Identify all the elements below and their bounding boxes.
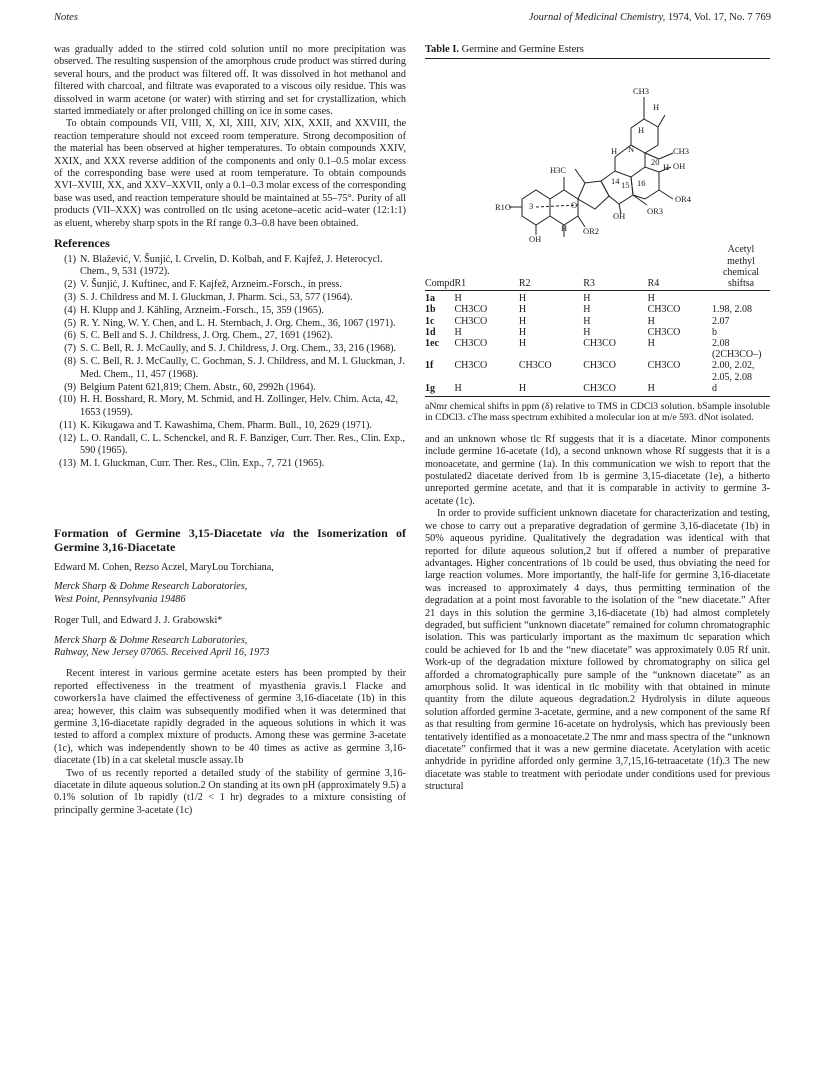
table-row: 1f CH3CO CH3CO CH3CO CH3CO 2.00, 2.02, 2.05, 2.08 <box>425 360 755 383</box>
paragraph: In order to provide sufficient unknown diacetate for characterization and testing, we chose to carry out a preparative degradation of germine 3,16-diacetate (1b) in 50% aqueous pyridine. Qualitatively the degradation was identical with that reported for dilute aqueous solution,2 but if offered a number of preparative advantages. Higher concentrations of 1b could be used, thus obviating the need for large reaction volumes. More importantly, the half-life for germine 3,16-diacetate was increased to approximately 4 days, thus permitting termination of the degradation at a point most favorable to the isolation of the “new diacetate.” After 21 days in this solution the germine 3,16-diacetate (1b) had almost completely degraded, but sufficient “unknown diacetate” remained for column chromatographic isolation. This was particularly important as the maximum tlc separation which could be achieved for 1b and the “new diacetate” was approximately 0.05 Rf unit. Work-up of the degradation mixture followed by chromatography on silica gel afforded a chromatographically pure sample of the “unknown diacetate” as an amorphous solid. It was identical in tlc mobility with that obtained in minute quantity from the dilute aqueous degradation.2 Hydrolysis in dilute aqueous solution afforded germine 3-acetate, germine, and a new component of the same Rf as that resulting from germine 16-acetate on hydrolysis, which has previously been tentatively identified as a monoacetate.2 The nmr and mass spectra of the “unknown diacetate” confirmed that it was a new germine diacetate. Acetylation with acetic anhydride in pyridine afforded only germine 3,7,15,16-tetraacetate (1f).3 The new diacetate was stable to treatment with periodate under conditions used for previous structural <box>425 508 770 793</box>
table-footnote: aNmr chemical shifts in ppm (δ) relative to TMS in CDCl3 solution. bSample insoluble in CDCl3. cThe mass spectrum exhibited a molecular ion at m/e 593. dNot isolated. <box>425 401 770 424</box>
label-h-bottom: H <box>561 223 568 234</box>
reference-item: (11) K. Kikugawa and T. Kawashima, Chem. Pharm. Bull., 10, 2629 (1971). <box>59 419 372 431</box>
reference-item: (10) H. H. Bosshard, R. Mory, M. Schmid, and H. Zollinger, Helv. Chim. Acta, 42, 1653 (1959). <box>59 394 399 418</box>
label-c16: 16 <box>637 178 646 189</box>
label-h-mid: H <box>663 162 670 173</box>
label-o-bridge: O <box>571 200 578 211</box>
label-h-ring: H <box>638 125 645 136</box>
right-column <box>425 44 770 794</box>
paragraph: and an unknown whose tlc Rf suggests that it is a diacetate. Minor components include germine 16-acetate (1d), a second unknown whose Rf suggests that it is a monoacetate, and germine (1a). In this communication we wish to report that the postulated2 diacetate derived from 1b is germine 3,15-diacetate (1e), a hitherto unreported germine acetate, and that it is comparable in activity to germine 3-acetate (1c). <box>425 433 770 507</box>
reference-item: (4) H. Klupp and J. Kähling, Arzneim.-Forsch., 15, 359 (1965). <box>64 304 324 316</box>
table-row: 1d H H H CH3CO b <box>425 326 717 338</box>
reference-item: (7) S. C. Bell, R. J. McCaully, and S. J. Childress, J. Org. Chem., 33, 216 (1968). <box>64 343 397 355</box>
label-or3: OR3 <box>647 206 664 217</box>
header-shift-3: chemical <box>722 266 760 278</box>
table-title: Table I. Germine and Germine Esters <box>425 44 584 55</box>
reference-item: (8) S. C. Bell, R. J. McCaully, C. Gochman, S. J. Childress, and M. I. Gluckman, J. Med. Chem., 11, 457 (1968). <box>64 356 405 380</box>
reference-item: (12) L. O. Randall, C. L. Schenckel, and R. F. Banziger, Curr. Ther. Res., Clin. Exp., 590 (1965). <box>59 432 406 457</box>
label-n: N <box>628 144 635 155</box>
label-c3: 3 <box>529 201 534 212</box>
reference-item: (6) S. C. Bell and S. J. Childress, J. Org. Chem., 27, 1691 (1962). <box>64 330 333 342</box>
table-row: 1ec CH3CO H CH3CO H 2.08 (2CH3CO–) <box>425 338 762 361</box>
references-heading: References <box>54 236 110 251</box>
left-column <box>54 44 406 817</box>
header-shift-4: shiftsa <box>712 278 770 291</box>
header-r1: R1 <box>454 278 518 291</box>
header-r4: R4 <box>648 278 712 291</box>
label-h-top: H <box>653 102 660 113</box>
reference-item: (3) S. J. Childress and M. I. Gluckman, J. Pharm. Sci., 53, 577 (1964). <box>64 291 353 303</box>
label-or2: OR2 <box>583 226 600 237</box>
reference-list <box>54 254 406 471</box>
running-header-right: Journal of Medicinal Chemistry, 1974, Vol. 17, No. 7 769 <box>528 12 771 23</box>
label-r1o: R1O <box>495 202 512 213</box>
header-shift-2: methyl <box>727 255 755 267</box>
article-title: Formation of Germine 3,15-Diacetate via the Isomerization of Germine 3,16-Diacetate <box>54 525 406 554</box>
label-oh-mid: OH <box>613 211 626 222</box>
paragraph: Two of us recently reported a detailed study of the stability of germine 3,16-diacetate in dilute aqueous solution.2 On standing at its own pH (approximately 9.5) a 0.1% solution of 1b rapidly (t1/2 < 1 hr) degrades to a mixture consisting of principally germine 3-acetate (1c) <box>54 767 406 816</box>
paragraph: was gradually added to the stirred cold solution until no more precipitation was observed. The resulting suspension of the amorphous crude product was stirred during several hours, and the product was filtered off. It was dissolved in hot methanol and filtered with charcoal, and filtrate was evaporated to a viscous oily residue. This was dissolved in warm acetone (or water) with stirring and set for crystallization, which started immediately or after prolonged chilling on ice in some cases. <box>54 44 406 118</box>
label-h3c: H3C <box>550 165 567 176</box>
table-row: 1a H H H H <box>425 293 655 305</box>
label-h-left: H <box>611 146 618 157</box>
label-oh-top: OH <box>673 161 686 172</box>
header-r3: R3 <box>583 278 647 291</box>
affiliation-secondary: Merck Sharp & Dohme Research Laboratories, Rahway, New Jersey 07065. Received April 16, 1973 <box>54 634 270 658</box>
header-compd: Compd <box>425 278 455 290</box>
paragraph: Recent interest in various germine acetate esters has been prompted by their reported effectiveness in the treatment of myasthenia gravis.1 Flacke and coworkers1a have claimed the effectiveness of germine 3,16-diacetate (1b) in this area; however, this claim was subsequently modified when it was determined that germine 3,16-diacetate rapidly degraded in the aqueous solutions in which it was tested to afford a complex mixture of products. Among these was germine 3-acetate (1c), which was independently shown to be 40 times as active as germine 3,16-diacetate (1b) in a cat skeletal muscle assay.1b <box>54 668 406 767</box>
label-ch3-right: CH3 <box>673 146 690 157</box>
structure-drawing <box>425 59 770 244</box>
germine-esters-table <box>425 244 770 397</box>
label-c14: 14 <box>611 176 620 187</box>
table-row: 1b CH3CO H H CH3CO 1.98, 2.08 <box>425 304 752 316</box>
reference-item: (9) Belgium Patent 621,819; Chem. Abstr., 60, 2992h (1964). <box>64 381 316 393</box>
authors-secondary: Roger Tull, and Edward J. J. Grabowski* <box>54 615 223 627</box>
germine-structure-diagram <box>425 59 770 244</box>
header-r2: R2 <box>519 278 583 291</box>
header-shift-1: Acetyl <box>727 244 755 256</box>
label-or4: OR4 <box>675 194 692 205</box>
authors-primary: Edward M. Cohen, Rezso Aczel, MaryLou Torchiana, <box>54 561 274 573</box>
reference-item: (2) V. Šunjić, J. Kuftinec, and F. Kajfež, Arzneim.-Forsch., in press. <box>64 278 342 290</box>
label-ch3-top: CH3 <box>633 86 650 97</box>
reference-item: (13) M. I. Gluckman, Curr. Ther. Res., Clin. Exp., 7, 721 (1965). <box>59 458 325 469</box>
table-row: 1g H H CH3CO H d <box>425 383 770 397</box>
table-row: 1c CH3CO H H H 2.07 <box>425 315 730 327</box>
paragraph: To obtain compounds VII, VIII, X, XI, XIII, XIV, XIX, XXII, and XXVIII, the reaction temperature should not exceed room temperature. Strong decomposition of the material has been observed at higher temperatures. To obtain compounds XXIV, XXIX, and XXX reverse addition of the components and only 0.1–0.5 molar excess of the corresponding base were used at room temperature. To obtain compounds XVI–XVIII, XX, and XXV–XXVII, only a 0.1–0.3 molar excess of the corresponding base was used, and reaction temperature should be maintained at 55–75°. Purity of all products (VII–XXX) was controlled on tlc using acetone–acetic acid–water (12:1:1) as eluent, whereby sharp spots in the Rf range 0.3–0.8 have been obtained. <box>54 118 406 229</box>
running-header-left: Notes <box>54 12 78 23</box>
label-c15: 15 <box>621 180 630 191</box>
reference-item: (1) N. Blažević, V. Šunjić, I. Crvelin, D. Kolbah, and F. Kajfež, J. Heterocycl. Chem., 9, 531 (1972). <box>64 253 383 277</box>
label-oh-bottom: OH <box>529 234 542 245</box>
affiliation-primary: Merck Sharp & Dohme Research Laboratories, West Point, Pennsylvania 19486 <box>54 581 248 605</box>
reference-item: (5) R. Y. Ning, W. Y. Chen, and L. H. Sternbach, J. Org. Chem., 36, 1067 (1971). <box>64 317 396 329</box>
label-c20: 20 <box>651 157 660 168</box>
